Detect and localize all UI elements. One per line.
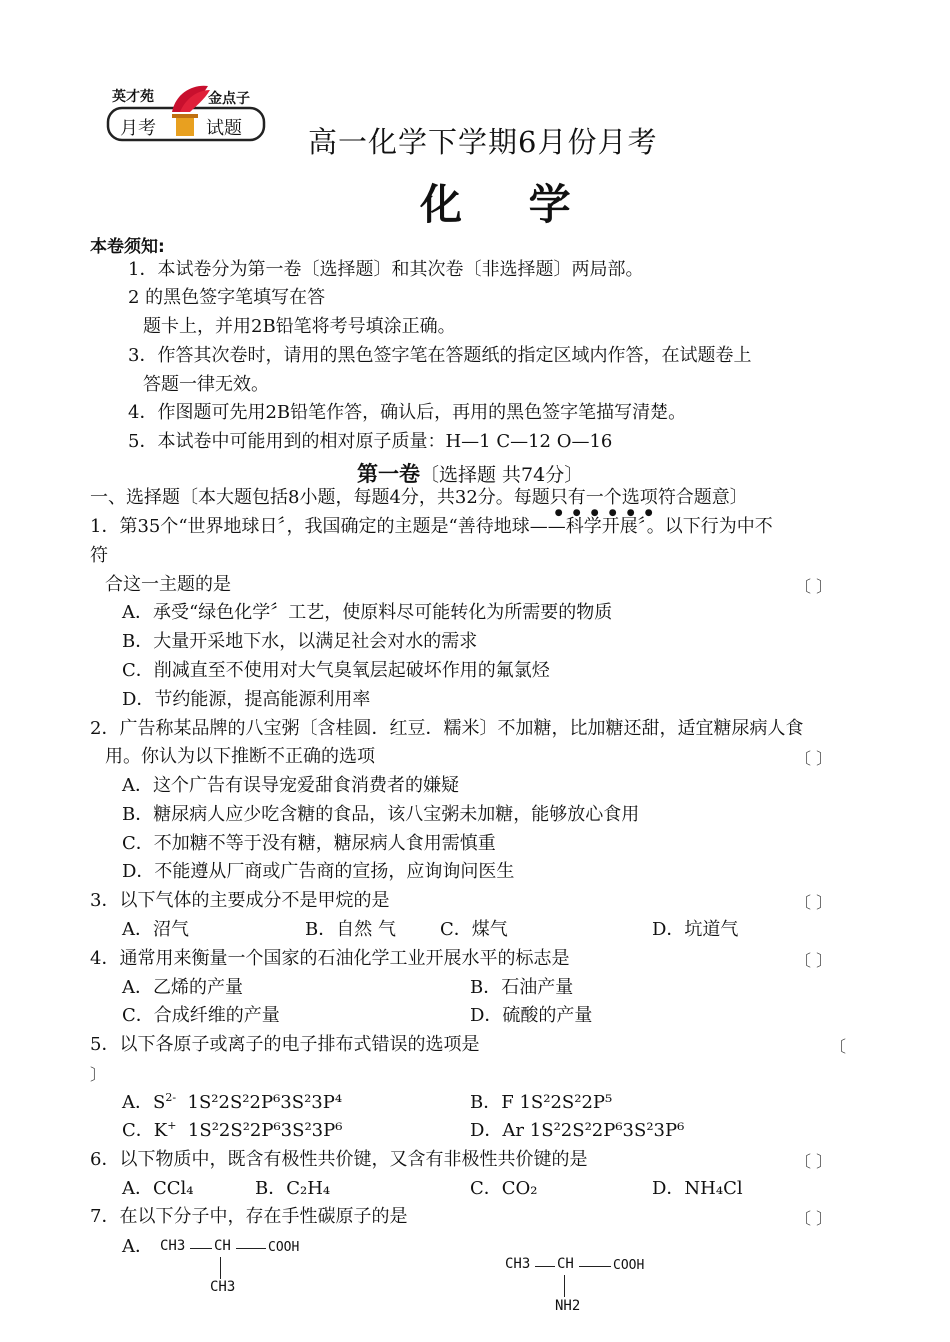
q1-option-d: D．节约能源，提高能源利用率	[122, 689, 371, 710]
notice-heading: 本卷须知:	[90, 237, 165, 257]
notice-item: 4．作图题可先用2B铅笔作答，确认后，再用的黑色签字笔描写清楚。	[128, 402, 687, 423]
q7-stem: 7．在以下分子中，存在手性碳原子的是	[90, 1206, 408, 1227]
answer-paren: 〔 〕	[795, 1152, 833, 1171]
q5-b-label: B．F	[470, 1092, 514, 1113]
bond-line	[236, 1248, 266, 1249]
logo-text-right: 金点子	[208, 91, 250, 107]
q2-option-d: D．不能遵从厂商或广告商的宣扬，应询询问医生	[122, 861, 515, 882]
q5-c-config: 1S²2S²2P⁶3S²3P⁶	[187, 1120, 343, 1141]
q6-option-d: D．NH₄Cl	[652, 1178, 743, 1199]
q1-option-b: B．大量开采地下水，以满足社会对水的需求	[122, 631, 478, 652]
part1-instruction	[90, 487, 748, 518]
q5-option-d	[470, 1120, 684, 1142]
notice-item: 5．本试卷中可能用到的相对原子质量：H—1 C—12 O—16	[128, 431, 613, 452]
q6-stem: 6．以下物质中，既含有极性共价键，又含有非极性共价键的是	[90, 1149, 588, 1170]
structure-1-group-a: CH3	[160, 1238, 186, 1254]
part1-pre: 一、选择题〔本大题包括8小题，每题4分，共32分。每题	[90, 487, 550, 508]
answer-paren-open: 〔	[830, 1037, 847, 1056]
structure-2-group-d: NH2	[555, 1298, 581, 1314]
bond-line	[535, 1266, 555, 1267]
q5-b-config: 1S²2S²2P⁵	[519, 1092, 613, 1113]
answer-paren: 〔 〕	[795, 749, 833, 768]
q4-stem: 4．通常用来衡量一个国家的石油化学工业开展水平的标志是	[90, 948, 570, 969]
q3-option-c: C．煤气	[440, 919, 508, 940]
q4-option-c: C．合成纤维的产量	[122, 1005, 280, 1026]
q2-option-b: B．糖尿病人应少吃含糖的食品，该八宝粥未加糖，能够放心食用	[122, 804, 640, 825]
q3-option-b: B．自然 气	[305, 919, 396, 940]
q3-stem: 3．以下气体的主要成分不是甲烷的是	[90, 890, 390, 911]
bond-line	[190, 1248, 212, 1249]
q5-c-ion: +	[167, 1119, 177, 1132]
q4-option-d: D．硫酸的产量	[470, 1005, 593, 1026]
logo-text-bottom-left: 月考	[120, 118, 156, 139]
q4-option-a: A．乙烯的产量	[122, 977, 243, 998]
structure-2-group-a: CH3	[505, 1256, 531, 1272]
q5-a-ion: 2-	[165, 1091, 177, 1104]
notice-item: 1．本试卷分为第一卷〔选择题〕和其次卷〔非选择题〕两局部。	[128, 259, 644, 280]
q7-option-a: A．	[122, 1236, 153, 1257]
logo-text-bottom-right: 试题	[206, 118, 242, 139]
structure-1-group-d: CH3	[210, 1279, 236, 1295]
logo	[106, 82, 268, 144]
q5-d-config: 1S²2S²2P⁶3S²3P⁶	[529, 1120, 685, 1141]
logo-text-left: 英才苑	[112, 89, 154, 105]
q6-option-a: A．CCl₄	[122, 1178, 194, 1199]
section-heading-bold: 第一卷	[357, 461, 420, 486]
answer-paren: 〔 〕	[795, 951, 833, 970]
q5-option-b	[470, 1092, 612, 1114]
q2-option-c: C．不加糖不等于没有糖，糖尿病人食用需慎重	[122, 833, 496, 854]
q5-a-config: 1S²2S²2P⁶3S²3P⁴	[187, 1092, 343, 1113]
q1-option-c: C．削减直至不使用对大气臭氧层起破坏作用的氟氯烃	[122, 660, 550, 681]
exam-subtitle: 高一化学下学期6月份月考	[308, 125, 658, 159]
answer-paren: 〔 〕	[795, 1209, 833, 1228]
q2-stem: 用。你认为以下推断不正确的选项	[105, 746, 375, 767]
q5-option-a	[122, 1092, 342, 1114]
notice-item: 3．作答其次卷时，请用的黑色签字笔在答题纸的指定区域内作答，在试题卷上	[128, 345, 752, 366]
q1-stem: 1．第35个“世界地球日〞，我国确定的主题是“善待地球——科学开展〞。以下行为中不	[90, 516, 773, 537]
answer-paren: 〔 〕	[795, 577, 833, 596]
section-heading-rest: 〔选择题 共74分〕	[420, 464, 584, 486]
bond-line	[564, 1275, 565, 1297]
section-heading	[357, 458, 583, 488]
q6-option-c: C．CO₂	[470, 1178, 538, 1199]
structure-1-center: CH	[214, 1238, 231, 1254]
q1-stem: 符	[90, 545, 108, 566]
q6-option-b: B．C₂H₄	[255, 1178, 331, 1199]
q3-option-d: D．坑道气	[652, 919, 739, 940]
structure-2-group-c: COOH	[613, 1258, 645, 1273]
q2-stem: 2．广告称某品牌的八宝粥〔含桂圆．红豆．糯米〕不加糖，比加糖还甜，适宜糖尿病人食	[90, 718, 804, 739]
bond-line	[579, 1266, 611, 1267]
q4-option-b: B．石油产量	[470, 977, 574, 998]
notice-item: 答题一律无效。	[143, 374, 269, 395]
part1-emphasis: 只有一个选项	[549, 487, 658, 508]
notice-item: 题卡上，并用2B铅笔将考号填涂正确。	[143, 316, 456, 337]
structure-2-center: CH	[557, 1256, 574, 1272]
bond-line	[220, 1257, 221, 1279]
q1-stem: 合这一主题的是	[105, 574, 231, 595]
answer-paren: 〔 〕	[795, 893, 833, 912]
q5-stem: 5．以下各原子或离子的电子排布式错误的选项是	[90, 1034, 480, 1055]
q3-option-a: A．沼气	[122, 919, 189, 940]
q1-option-a: A．承受“绿色化学〞工艺，使原料尽可能转化为所需要的物质	[122, 602, 613, 623]
notice-item: 2 的黑色签字笔填写在答	[128, 287, 326, 308]
part1-post: 符合题意〕	[657, 487, 748, 508]
q5-option-c	[122, 1120, 342, 1142]
answer-paren-close: 〕	[90, 1065, 107, 1084]
q5-a-label: A．S	[122, 1092, 166, 1113]
q5-c-label: C．K	[122, 1120, 168, 1141]
q2-option-a: A．这个广告有误导宠爱甜食消费者的嫌疑	[122, 775, 459, 796]
structure-1-group-c: COOH	[268, 1240, 300, 1255]
q5-d-label: D．Ar	[470, 1120, 525, 1141]
exam-title: 化 学	[420, 180, 597, 229]
